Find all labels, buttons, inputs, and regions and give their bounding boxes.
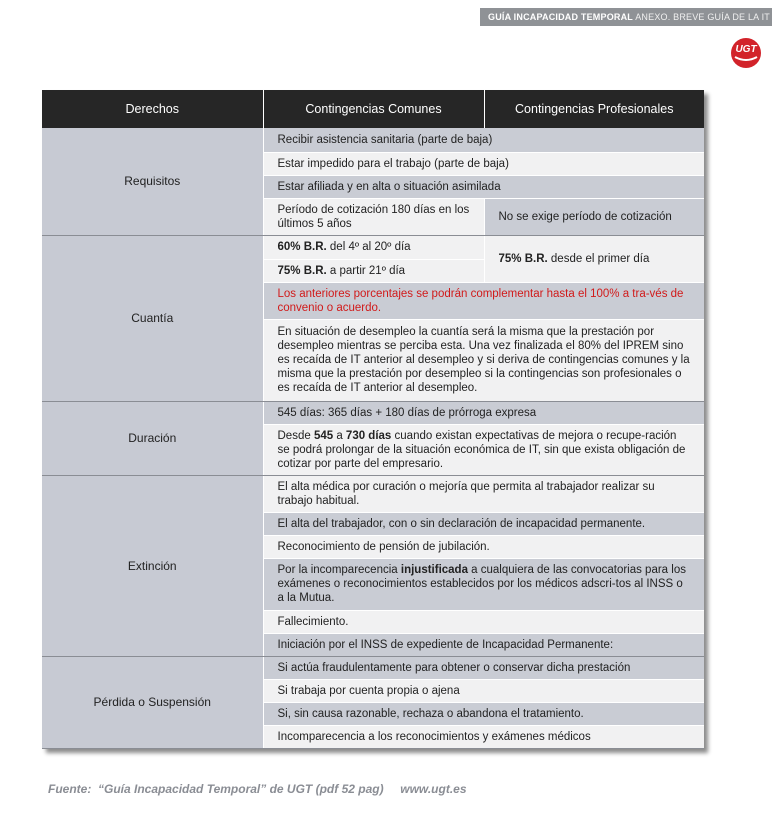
cuantia-60-bold: 60% B.R. bbox=[277, 241, 327, 253]
header-contingencias-profesionales: Contingencias Profesionales bbox=[484, 90, 704, 128]
cuantia-prof-text: desde el primer día bbox=[547, 252, 650, 265]
extincion-text-c: a cualquiera de las convocatorias para los exámenes o reconocimientos establecidos por los médicos adscri-tos al INSS o a la Mutua. bbox=[277, 564, 686, 604]
extincion-text-a: Por la incomparecencia bbox=[277, 564, 401, 576]
cuantia-profesionales bbox=[484, 235, 704, 282]
extincion-item: El alta médica por curación o mejoría que permita al trabajador realizar su trabajo habitual. bbox=[263, 475, 704, 512]
duracion-730-bold: 730 días bbox=[345, 429, 392, 442]
extincion-item: Fallecimiento. bbox=[263, 610, 704, 633]
table-row bbox=[42, 128, 704, 152]
cuantia-prof-bold: 75% B.R. bbox=[498, 252, 548, 265]
table-header-row bbox=[42, 90, 704, 128]
perdida-item: Si trabaja por cuenta propia o ajena bbox=[263, 679, 704, 702]
category-requisitos: Requisitos bbox=[42, 128, 263, 235]
cuantia-60 bbox=[263, 235, 484, 259]
guide-subtitle: ANEXO. BREVE GUÍA DE LA IT bbox=[635, 12, 770, 22]
requisito-item: Estar impedido para el trabajo (parte de baja) bbox=[263, 152, 704, 175]
extincion-item bbox=[263, 558, 704, 610]
table-row bbox=[42, 401, 704, 424]
cuantia-75-bold: 75% B.R. bbox=[277, 264, 327, 277]
requisito-item: Estar afiliada y en alta o situación asimilada bbox=[263, 175, 704, 198]
logo-text: UGT bbox=[735, 44, 757, 55]
cuantia-75 bbox=[263, 259, 484, 282]
duracion-text-a: Desde bbox=[277, 429, 314, 442]
category-extincion: Extinción bbox=[42, 475, 263, 656]
rights-table bbox=[42, 90, 704, 749]
cuantia-complemento-note: Los anteriores porcentajes se podrán complementar hasta el 100% a tra-vés de convenio o acuerdo. bbox=[263, 282, 704, 319]
cuantia-desempleo: En situación de desempleo la cuantía será la misma que la prestación por desempleo mientras se perciba esta. Una vez finalizada el 80% del IPREM sino es recaída de IT anterior al desempleo y si deriva de contingencias comunes y la misma que la prestación por desempleo si la contingencias son profesionales o es recaída de IT anterior al desempleo. bbox=[263, 319, 704, 401]
duracion-545: 545 días: 365 días + 180 días de prórroga expresa bbox=[263, 401, 704, 424]
header-contingencias-comunes: Contingencias Comunes bbox=[263, 90, 484, 128]
cotizacion-comunes: Período de cotización 180 días en los últimos 5 años bbox=[263, 198, 484, 235]
category-duracion: Duración bbox=[42, 401, 263, 475]
requisito-item: Recibir asistencia sanitaria (parte de baja) bbox=[263, 128, 704, 152]
guide-title: GUÍA INCAPACIDAD TEMPORAL bbox=[488, 12, 633, 22]
cotizacion-profesionales: No se exige período de cotización bbox=[484, 198, 704, 235]
table-row bbox=[42, 235, 704, 259]
extincion-item: El alta del trabajador, con o sin declaración de incapacidad permanente. bbox=[263, 512, 704, 535]
table-row bbox=[42, 656, 704, 679]
duracion-545-bold: 545 bbox=[313, 429, 334, 442]
source-footnote: Fuente: “Guía Incapacidad Temporal” de UGT (pdf 52 pag) www.ugt.es bbox=[48, 782, 467, 796]
document-header-bar bbox=[480, 8, 772, 26]
category-perdida-suspension: Pérdida o Suspensión bbox=[42, 656, 263, 748]
perdida-item: Si actúa fraudulentamente para obtener o conservar dicha prestación bbox=[263, 656, 704, 679]
cuantia-60-text: del 4º al 20º día bbox=[326, 241, 411, 253]
perdida-item: Incomparecencia a los reconocimientos y exámenes médicos bbox=[263, 725, 704, 748]
category-cuantia: Cuantía bbox=[42, 235, 263, 401]
duracion-prorroga bbox=[263, 424, 704, 475]
header-derechos: Derechos bbox=[42, 90, 263, 128]
duracion-text-d: cuando existan expectativas de mejora o recupe-ración se podrá prolongar de la situación económica de IT, sin que exista obligación de cotizar por parte del empresario. bbox=[277, 429, 686, 470]
ugt-logo bbox=[730, 37, 762, 69]
extincion-item: Iniciación por el INSS de expediente de Incapacidad Permanente: bbox=[263, 633, 704, 656]
table-row bbox=[42, 475, 704, 512]
perdida-item: Si, sin causa razonable, rechaza o abandona el tratamiento. bbox=[263, 702, 704, 725]
duracion-text-c: a bbox=[333, 429, 346, 442]
extincion-item: Reconocimiento de pensión de jubilación. bbox=[263, 535, 704, 558]
cuantia-75-text: a partir 21º día bbox=[326, 264, 406, 277]
extincion-injustificada: injustificada bbox=[400, 564, 468, 576]
